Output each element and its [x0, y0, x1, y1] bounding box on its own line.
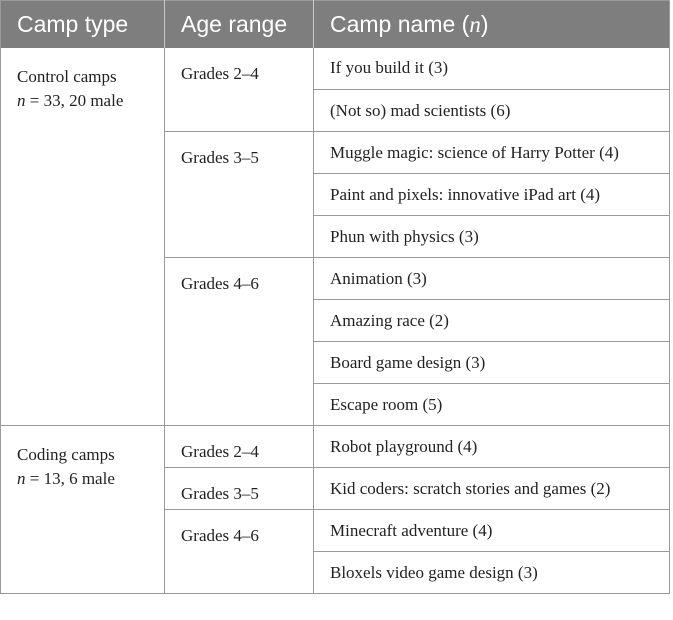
- camp-name-cell: Amazing race (2): [314, 300, 670, 342]
- camp-name-cell: Animation (3): [314, 258, 670, 300]
- header-camp-name-suffix: ): [480, 10, 489, 37]
- age-range-cell: Grades 2–4: [165, 426, 314, 468]
- camp-name-cell: (Not so) mad scientists (6): [314, 90, 670, 132]
- camp-type-cell: [1, 48, 165, 426]
- camp-name-cell: Bloxels video game design (3): [314, 552, 670, 594]
- camp-type-count: [17, 467, 164, 491]
- age-range-cell: Grades 2–4: [165, 48, 314, 132]
- camp-type-label: Control camps: [17, 66, 117, 86]
- camp-type-label: Coding camps: [17, 445, 115, 464]
- age-range-cell: Grades 4–6: [165, 510, 314, 594]
- count-n: n: [17, 90, 26, 110]
- age-range-cell: Grades 4–6: [165, 258, 314, 426]
- age-range-cell: Grades 3–5: [165, 468, 314, 510]
- camp-name-cell: Robot playground (4): [314, 426, 670, 468]
- count-rest: = 13, 6 male: [25, 469, 115, 488]
- camp-name-cell: Board game design (3): [314, 342, 670, 384]
- age-range-cell: Grades 3–5: [165, 132, 314, 258]
- camp-name-cell: Paint and pixels: innovative iPad art (4): [314, 174, 670, 216]
- table-row: [1, 426, 670, 468]
- camp-name-cell: If you build it (3): [314, 48, 670, 90]
- camp-name-cell: Muggle magic: science of Harry Potter (4): [314, 132, 670, 174]
- camp-type-count: [17, 89, 164, 113]
- table-row: [1, 48, 670, 90]
- header-camp-name-n: n: [469, 11, 481, 37]
- camp-type-cell: [1, 426, 165, 594]
- camp-name-cell: Phun with physics (3): [314, 216, 670, 258]
- header-age-range: Age range: [165, 1, 314, 48]
- header-camp-type: Camp type: [1, 1, 165, 48]
- header-camp-name-prefix: Camp name (: [330, 10, 470, 37]
- count-rest: = 33, 20 male: [25, 90, 124, 110]
- camp-name-cell: Kid coders: scratch stories and games (2): [314, 468, 670, 510]
- camp-name-cell: Minecraft adventure (4): [314, 510, 670, 552]
- count-n: n: [17, 469, 26, 488]
- header-row: [1, 1, 670, 48]
- camp-name-cell: Escape room (5): [314, 384, 670, 426]
- header-camp-name: [314, 1, 670, 48]
